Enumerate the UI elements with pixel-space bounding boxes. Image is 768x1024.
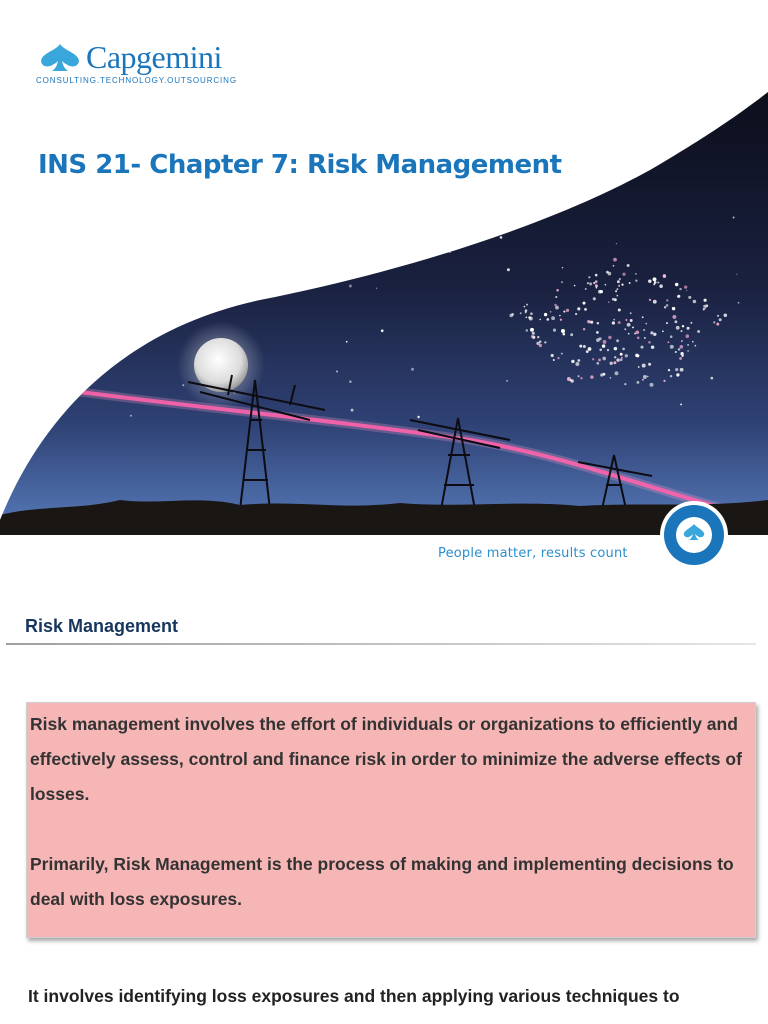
motto-text: People matter, results count <box>438 546 628 561</box>
constellation-star <box>585 288 587 290</box>
constellation-star <box>579 345 582 348</box>
constellation-star <box>681 330 683 332</box>
constellation-star <box>614 347 618 351</box>
star <box>736 274 737 275</box>
slide-title: INS 21- Chapter 7: Risk Management <box>38 150 562 180</box>
night-sky <box>0 80 768 540</box>
constellation-star <box>687 344 689 346</box>
constellation-star <box>583 345 586 348</box>
constellation-star <box>674 320 677 323</box>
constellation-star <box>575 313 577 315</box>
constellation-star <box>622 348 625 351</box>
star <box>507 268 510 271</box>
constellation-star <box>618 321 621 324</box>
constellation-star <box>643 329 645 331</box>
body-text: It involves identifying loss exposures and then applying various techniques to <box>28 986 680 1006</box>
star <box>462 239 465 242</box>
star <box>48 226 50 228</box>
star <box>686 290 687 291</box>
star <box>367 244 368 245</box>
constellation-star <box>681 340 683 342</box>
star <box>143 211 144 212</box>
constellation-star <box>679 357 682 360</box>
constellation-star <box>589 282 592 285</box>
constellation-star <box>627 323 631 327</box>
star <box>500 236 503 239</box>
star <box>376 288 377 289</box>
constellation-star <box>621 357 623 359</box>
constellation-star <box>605 284 607 286</box>
constellation-star <box>602 344 605 347</box>
star <box>91 252 94 255</box>
constellation-star <box>539 340 541 342</box>
constellation-star <box>628 333 630 335</box>
constellation-star <box>697 330 700 333</box>
constellation-star <box>612 321 615 324</box>
constellation-star <box>648 341 650 343</box>
constellation-star <box>678 348 681 351</box>
constellation-star <box>566 309 569 312</box>
star <box>59 384 60 385</box>
constellation-star <box>586 350 589 353</box>
constellation-star <box>574 285 576 287</box>
star <box>616 243 617 244</box>
constellation-star <box>643 375 647 379</box>
star <box>140 317 142 319</box>
star <box>452 242 454 244</box>
constellation-star <box>651 345 654 348</box>
constellation-star <box>608 272 612 276</box>
star <box>336 371 338 373</box>
constellation-star <box>622 273 625 276</box>
constellation-star <box>663 380 665 382</box>
constellation-star <box>632 326 634 328</box>
constellation-star <box>520 312 522 314</box>
constellation-star <box>531 335 534 338</box>
constellation-star <box>553 329 556 332</box>
constellation-star <box>657 281 659 283</box>
constellation-star <box>595 284 597 286</box>
constellation-star <box>670 345 674 349</box>
constellation-star <box>670 375 672 377</box>
content-slide <box>0 590 768 1024</box>
constellation-star <box>724 313 728 317</box>
constellation-star <box>624 383 626 385</box>
constellation-star <box>553 359 555 361</box>
constellation-star <box>675 283 679 287</box>
constellation-star <box>653 277 657 281</box>
constellation-star <box>614 356 616 358</box>
constellation-star <box>525 316 527 318</box>
constellation-star <box>694 345 696 347</box>
constellation-star <box>617 288 619 290</box>
constellation-star <box>583 302 586 305</box>
constellation-star <box>642 364 646 368</box>
constellation-star <box>598 358 601 361</box>
constellation-star <box>635 354 639 358</box>
constellation-star <box>672 315 676 319</box>
star <box>411 203 413 205</box>
constellation-star <box>629 282 631 284</box>
constellation-star <box>561 329 565 333</box>
star <box>130 415 132 417</box>
constellation-star <box>596 362 599 365</box>
star <box>680 403 682 405</box>
constellation-star <box>638 366 640 368</box>
constellation-star <box>526 304 528 306</box>
constellation-star <box>602 357 606 361</box>
constellation-star <box>592 358 594 360</box>
constellation-star <box>621 283 623 285</box>
star <box>710 377 713 380</box>
definition-box <box>26 702 756 938</box>
constellation-star <box>583 328 585 330</box>
constellation-star <box>587 282 589 284</box>
constellation-star <box>687 327 690 330</box>
constellation-star <box>653 333 656 336</box>
constellation-star <box>625 319 627 321</box>
constellation-star <box>649 299 651 301</box>
constellation-star <box>653 300 657 304</box>
star <box>379 135 381 137</box>
star <box>337 232 339 234</box>
constellation-star <box>620 353 623 356</box>
constellation-star <box>613 258 617 262</box>
constellation-star <box>719 318 722 321</box>
constellation-star <box>703 307 706 310</box>
constellation-star <box>648 279 651 282</box>
constellation-star <box>608 301 610 303</box>
star <box>253 128 254 129</box>
constellation-star <box>571 360 574 363</box>
badge-icon <box>656 500 732 570</box>
constellation-star <box>570 379 572 381</box>
constellation-star <box>668 341 670 343</box>
constellation-star <box>640 346 643 349</box>
star <box>411 368 414 371</box>
constellation-star <box>690 322 692 324</box>
constellation-star <box>688 296 691 299</box>
constellation-star <box>580 377 583 380</box>
constellation-star <box>618 309 621 312</box>
constellation-star <box>645 323 647 325</box>
constellation-star <box>684 286 687 289</box>
constellation-star <box>595 280 598 283</box>
star <box>478 145 480 147</box>
constellation-star <box>530 328 534 332</box>
constellation-star <box>648 363 651 366</box>
section-heading: Risk Management <box>25 616 179 636</box>
constellation-star <box>679 288 681 290</box>
constellation-star <box>624 328 626 330</box>
constellation-star <box>561 281 563 283</box>
constellation-star <box>677 295 680 298</box>
constellation-star <box>563 311 565 313</box>
constellation-star <box>615 290 617 292</box>
constellation-star <box>556 289 559 292</box>
constellation-star <box>654 281 657 284</box>
constellation-star <box>616 339 619 342</box>
star <box>212 295 213 296</box>
constellation-star <box>590 321 593 324</box>
constellation-star <box>525 311 527 313</box>
constellation-star <box>620 359 623 362</box>
star <box>504 142 506 144</box>
constellation-star <box>617 280 620 283</box>
constellation-star <box>687 350 689 352</box>
constellation-star <box>577 307 580 310</box>
constellation-star <box>544 313 547 316</box>
constellation-star <box>680 368 684 372</box>
definition-paragraph: Risk management involves the effort of individuals or organizations to efficiently and effectively assess, control and finance risk in order to minimize the adverse effects of losses. <box>30 714 742 804</box>
constellation-star <box>612 298 615 301</box>
constellation-star <box>663 274 666 277</box>
constellation-star <box>716 323 719 326</box>
star <box>351 409 354 412</box>
ground-silhouette <box>0 500 768 535</box>
star <box>153 277 155 279</box>
constellation-star <box>630 312 632 314</box>
constellation-star <box>539 344 542 347</box>
constellation-star <box>609 362 612 365</box>
constellation-star <box>618 285 620 287</box>
constellation-star <box>532 332 535 335</box>
star <box>17 165 20 168</box>
constellation-star <box>637 336 640 339</box>
constellation-star <box>593 297 596 300</box>
star <box>164 237 167 240</box>
star <box>95 357 98 360</box>
constellation-star <box>642 316 644 318</box>
spade-logo-icon <box>36 42 84 74</box>
star <box>417 416 419 418</box>
star <box>425 126 427 128</box>
constellation-star <box>551 316 555 320</box>
constellation-star <box>672 307 675 310</box>
constellation-star <box>670 335 673 338</box>
constellation-star <box>577 359 580 362</box>
constellation-star <box>555 296 557 298</box>
constellation-star <box>666 299 668 301</box>
constellation-star <box>659 284 663 288</box>
star <box>310 186 312 188</box>
star <box>371 194 373 196</box>
star <box>211 225 213 227</box>
star <box>606 160 607 161</box>
constellation-star <box>625 354 628 357</box>
constellation-star <box>613 265 615 267</box>
constellation-star <box>693 300 696 303</box>
constellation-star <box>561 353 563 355</box>
constellation-star <box>676 373 679 376</box>
star <box>346 341 348 343</box>
constellation-star <box>596 322 598 324</box>
star <box>340 271 341 272</box>
star <box>349 381 351 383</box>
star <box>134 133 137 136</box>
constellation-star <box>713 321 715 323</box>
star <box>405 246 406 247</box>
star <box>550 311 552 313</box>
constellation-star <box>636 381 639 384</box>
star <box>562 267 564 269</box>
constellation-star <box>682 325 684 327</box>
constellation-star <box>635 273 637 275</box>
star <box>104 186 106 188</box>
constellation-star <box>595 274 598 277</box>
constellation-star <box>539 319 541 321</box>
constellation-star <box>619 278 621 280</box>
constellation-star <box>647 376 649 378</box>
constellation-star <box>635 280 637 282</box>
constellation-star <box>560 319 562 321</box>
constellation-star <box>547 318 550 321</box>
constellation-star <box>608 336 611 339</box>
definition-paragraph: Primarily, Risk Management is the process of making and implementing decisions to deal with loss exposures. <box>30 854 734 909</box>
constellation-star <box>692 341 694 343</box>
logo-wordmark: Capgemini <box>86 39 222 75</box>
constellation-star <box>676 326 680 330</box>
constellation-star <box>675 351 677 353</box>
constellation-star <box>704 299 707 302</box>
constellation-star <box>686 334 690 338</box>
constellation-star <box>650 331 653 334</box>
constellation-star <box>635 330 639 334</box>
star <box>738 302 740 304</box>
constellation-star <box>644 337 646 339</box>
constellation-star <box>650 383 654 387</box>
constellation-star <box>596 331 599 334</box>
constellation-star <box>529 317 533 321</box>
star <box>381 329 384 332</box>
constellation-star <box>511 313 514 316</box>
star <box>39 230 41 232</box>
constellation-star <box>562 333 565 336</box>
constellation-star <box>666 322 668 324</box>
constellation-star <box>587 320 590 323</box>
star <box>506 380 508 382</box>
constellation-star <box>615 371 619 375</box>
constellation-star <box>675 368 678 371</box>
star <box>637 173 639 175</box>
constellation-star <box>588 347 592 351</box>
constellation-star <box>616 358 619 361</box>
constellation-star <box>544 341 546 343</box>
constellation-star <box>630 319 633 322</box>
constellation-star <box>526 329 528 331</box>
star <box>449 252 450 253</box>
constellation-star <box>559 315 561 317</box>
star <box>419 218 420 219</box>
constellation-star <box>603 340 607 344</box>
logo-tagline: CONSULTING.TECHNOLOGY.OUTSOURCING <box>36 76 237 85</box>
star <box>102 336 104 338</box>
constellation-star <box>570 333 573 336</box>
constellation-star <box>599 349 602 352</box>
star <box>35 242 38 245</box>
constellation-star <box>599 337 602 340</box>
constellation-star <box>610 377 612 379</box>
constellation-star <box>616 295 618 297</box>
star <box>337 141 340 144</box>
star <box>349 285 352 288</box>
constellation-star <box>717 315 719 317</box>
constellation-star <box>662 330 664 332</box>
constellation-star <box>575 362 579 366</box>
constellation-star <box>530 312 533 315</box>
constellation-star <box>680 345 684 349</box>
constellation-star <box>577 375 579 377</box>
constellation-star <box>600 373 603 376</box>
star <box>96 337 99 340</box>
constellation-star <box>681 355 683 357</box>
constellation-star <box>524 306 526 308</box>
constellation-star <box>554 304 557 307</box>
constellation-star <box>607 349 609 351</box>
heading-divider <box>6 643 756 645</box>
constellation-star <box>613 319 615 321</box>
star <box>321 284 323 286</box>
star <box>384 252 387 255</box>
constellation-star <box>557 357 559 359</box>
star <box>129 131 130 132</box>
constellation-star <box>537 336 539 338</box>
star <box>733 217 735 219</box>
constellation-star <box>600 290 603 293</box>
star <box>270 224 271 225</box>
constellation-star <box>642 379 644 381</box>
constellation-star <box>627 264 630 267</box>
constellation-star <box>666 304 669 307</box>
constellation-star <box>584 308 587 311</box>
constellation-star <box>613 361 616 364</box>
capgemini-logo <box>36 40 236 90</box>
star <box>201 190 204 193</box>
constellation-star <box>590 375 593 378</box>
constellation-star <box>668 369 670 371</box>
constellation-star <box>588 276 590 278</box>
constellation-star <box>551 354 554 357</box>
constellation-star <box>664 306 666 308</box>
